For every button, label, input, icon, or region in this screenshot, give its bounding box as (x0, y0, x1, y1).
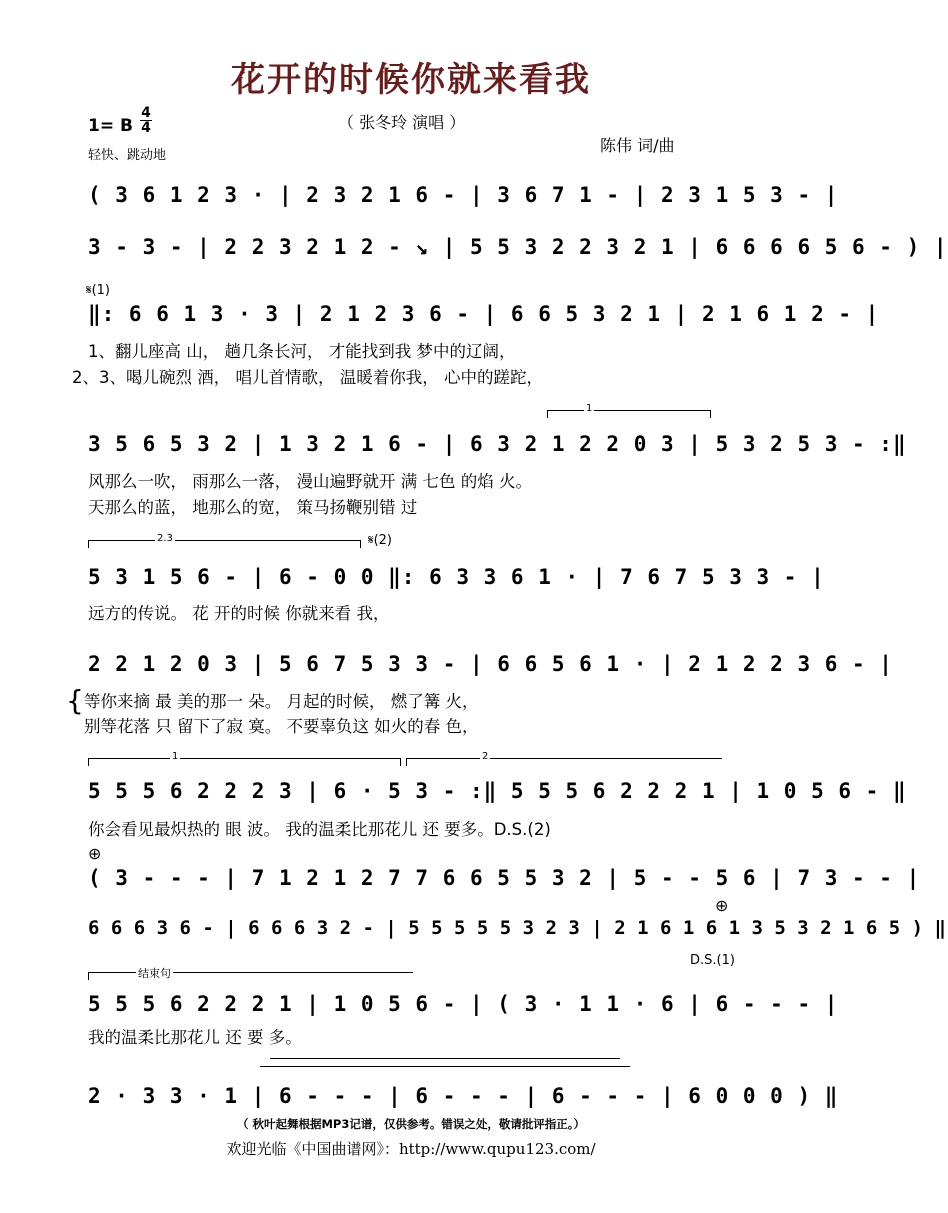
score-row-10: 5 5 5 6 2 2 2 1 | 1 0 5 6 - | ( 3 · 1 1 · 6 | 6 - - - | (88, 992, 839, 1016)
composer-credit: 陈伟 词/曲 (600, 136, 675, 155)
volta-bracket-23-top (88, 540, 360, 541)
lyric-row-7: 你会看见最炽热的 眼 波。 我的温柔比那花儿 还 要多。D.S.(2) (88, 820, 551, 839)
volta-bracket-1-left (547, 410, 548, 418)
segno-sign-2: 𝄋(2) (368, 533, 393, 548)
ending-bracket-left (88, 972, 89, 980)
score-row-2: 3 - 3 - | 2 2 3 2 1 2 - ↘ | 5 5 3 2 2 3 2 1 | 6 6 6 6 5 6 - ) | (88, 235, 948, 259)
volta-label-23: 2.3 (157, 533, 173, 544)
score-row-8: ( 3 - - - | 7 1 2 1 2 7 7 6 6 5 5 3 2 | 5 - - 5 6 | 7 3 - - | (88, 866, 921, 890)
time-signature-bottom: 4 (141, 120, 151, 136)
lyric-row-6-verse-1: 等你来摘 最 美的那一 朵。 月起的时候， 燃了篝 火， (84, 692, 479, 711)
volta-label-a: 1 (172, 751, 179, 762)
coda-sign-1: ⊕ (88, 844, 102, 863)
lyric-row-10: 我的温柔比那花儿 还 要 多。 (88, 1028, 302, 1047)
site-credit: 欢迎光临《中国曲谱网》：http://www.qupu123.com/ (226, 1140, 596, 1158)
volta-bracket-b-left (406, 758, 407, 766)
volta-bracket-a-right (400, 758, 401, 766)
time-signature-top: 4 (141, 105, 151, 121)
score-row-5: 5 3 1 5 6 - | 6 - 0 0 ‖: 6 3 3 6 1 · | 7 6 7 5 3 3 - | (88, 565, 825, 589)
coda-sign-2: ⊕ (715, 896, 729, 915)
singer-credit: （ 张冬玲 演唱 ） (338, 113, 466, 132)
lyric-row-4-verse-2: 天那么的蓝， 地那么的宽， 策马扬鞭别错 过 (88, 498, 418, 517)
volta-bracket-b-top (406, 758, 722, 759)
score-row-3: ‖: 6 6 1 3 · 3 | 2 1 2 3 6 - | 6 6 5 3 2 1 | 2 1 6 1 2 - | (88, 302, 880, 326)
dal-segno-1: D.S.(1) (690, 953, 735, 968)
lyric-row-4-verse-1: 风那么一吹， 雨那么一落， 漫山遍野就开 满 七色 的焰 火。 (88, 472, 532, 491)
score-row-4: 3 5 6 5 3 2 | 1 3 2 1 6 - | 6 3 2 1 2 2 0 3 | 5 3 2 5 3 - :‖ (88, 432, 907, 456)
volta-bracket-23-right (360, 540, 361, 548)
score-row-6: 2 2 1 2 0 3 | 5 6 7 5 3 3 - | 6 6 5 6 1 · | 2 1 2 2 3 6 - | (88, 652, 893, 676)
volta-bracket-1-right (710, 410, 711, 418)
tempo-marking: 轻快、跳动地 (88, 148, 167, 163)
score-row-7: 5 5 5 6 2 2 2 3 | 6 · 5 3 - :‖ 5 5 5 6 2 2 2 1 | 1 0 5 6 - ‖ (88, 779, 907, 803)
volta-bracket-a-left (88, 758, 89, 766)
transcriber-note: （ 秋叶起舞根据MP3记谱，仅供参考。错误之处，敬请批评指正。） (236, 1117, 586, 1131)
score-row-11: 2 · 3 3 · 1 | 6 - - - | 6 - - - | 6 - - - | 6 0 0 0 ) ‖ (88, 1084, 839, 1108)
lyric-row-3-verse-1: 1、翻儿座高 山， 趟几条长河， 才能找到我 梦中的辽阔， (88, 342, 516, 361)
lyric-row-6-verse-2: 别等花落 只 留下了寂 寞。 不要辜负这 如火的春 色， (84, 717, 479, 736)
tie-line-lower (260, 1066, 630, 1067)
lyric-brace: { (66, 684, 84, 717)
lyric-row-3-verse-2: 2、3、喝儿碗烈 酒， 唱儿首情歌， 温暖着你我， 心中的蹉跎， (72, 368, 543, 387)
score-row-9: 6 6 6 3 6 - | 6 6 6 3 2 - | 5 5 5 5 5 3 2 3 | 2 1 6 1 6 1 3 5 3 2 1 6 5 ) ‖ (88, 917, 946, 939)
tie-line-upper (270, 1058, 620, 1059)
lyric-row-5: 远方的传说。 花 开的时候 你就来看 我， (88, 604, 390, 623)
volta-label-b: 2 (482, 751, 489, 762)
volta-bracket-23-left (88, 540, 89, 548)
volta-bracket-a-top (88, 758, 400, 759)
score-row-1: ( 3 6 1 2 3 · | 2 3 2 1 6 - | 3 6 7 1 - | 2 3 1 5 3 - | (88, 183, 839, 207)
key-signature: 1= B (88, 116, 133, 136)
segno-sign-1: 𝄋(1) (86, 283, 111, 298)
volta-label-1: 1 (586, 403, 593, 414)
song-title: 花开的时候你就来看我 (231, 60, 591, 100)
volta-bracket-1-top (547, 410, 710, 411)
time-signature (140, 106, 152, 135)
ending-label: 结束句 (138, 967, 171, 980)
